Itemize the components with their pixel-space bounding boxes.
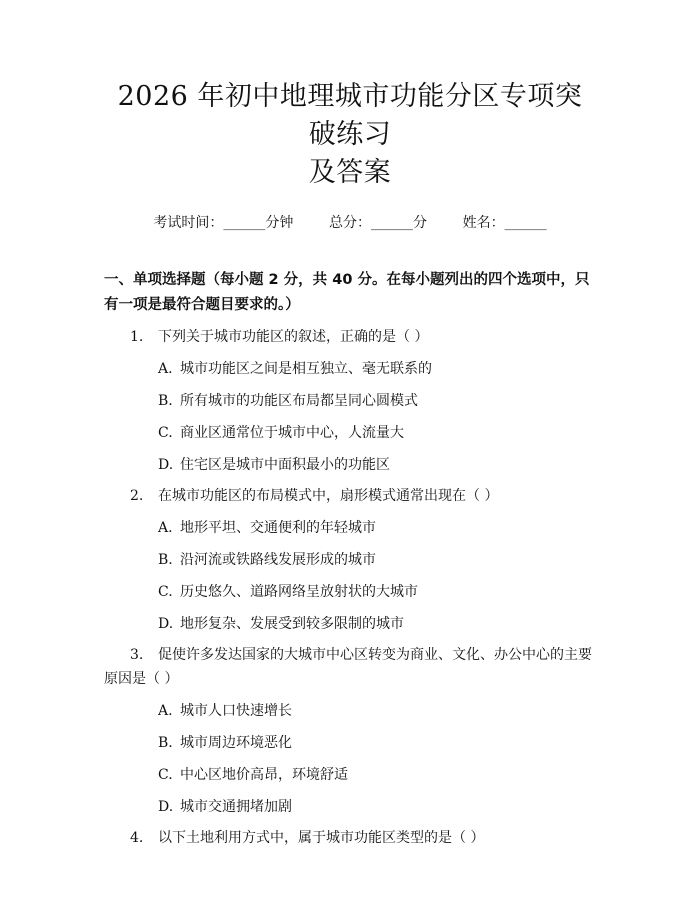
time-unit: 分钟 <box>265 215 294 231</box>
option-text: 沿河流或铁路线发展形成的城市 <box>180 552 376 568</box>
option-1d <box>104 453 596 477</box>
option-letter: B. <box>158 393 173 409</box>
option-text: 住宅区是城市中面积最小的功能区 <box>180 457 390 473</box>
question-2 <box>104 484 596 508</box>
question-1 <box>104 325 596 349</box>
option-3d <box>104 795 596 819</box>
option-letter: B. <box>158 735 173 751</box>
option-3c <box>104 763 596 787</box>
option-text: 城市人口快速增长 <box>180 703 292 719</box>
option-2d <box>104 612 596 636</box>
time-blank: ______ <box>223 215 266 231</box>
name-label: 姓名： <box>462 215 505 231</box>
option-letter: C. <box>158 425 173 441</box>
option-1c <box>104 421 596 445</box>
option-2a <box>104 516 596 540</box>
option-letter: A. <box>158 703 173 719</box>
section-heading: 一、单项选择题（每小题 2 分，共 40 分。在每小题列出的四个选项中，只有一项是最符合题目要求的。） <box>104 272 590 313</box>
question-number: 3. <box>130 647 144 663</box>
option-letter: C. <box>158 767 173 783</box>
option-letter: C. <box>158 584 173 600</box>
option-text: 城市功能区之间是相互独立、毫无联系的 <box>180 361 432 377</box>
score-unit: 分 <box>413 215 427 231</box>
option-text: 城市交通拥堵加剧 <box>180 799 292 815</box>
question-text: 以下土地利用方式中，属于城市功能区类型的是（ ） <box>158 830 485 846</box>
question-3 <box>104 643 596 691</box>
question-4 <box>104 826 596 850</box>
score-label: 总分： <box>329 215 371 231</box>
question-number: 1. <box>130 329 144 345</box>
option-text: 中心区地价高昂，环境舒适 <box>180 767 348 783</box>
title-line-2: 及答案 <box>308 157 392 188</box>
document-title <box>104 78 596 192</box>
option-3a <box>104 699 596 723</box>
option-text: 地形复杂、发展受到较多限制的城市 <box>180 616 404 632</box>
title-line-1: 2026 年初中地理城市功能分区专项突破练习 <box>117 81 583 150</box>
option-letter: B. <box>158 552 173 568</box>
exam-info-line <box>104 212 596 232</box>
option-letter: D. <box>158 799 174 815</box>
option-letter: A. <box>158 520 173 536</box>
option-letter: D. <box>158 616 174 632</box>
score-blank: ______ <box>371 215 413 231</box>
question-text: 下列关于城市功能区的叙述，正确的是（ ） <box>158 329 429 345</box>
question-number: 4. <box>130 830 144 846</box>
question-text: 在城市功能区的布局模式中，扇形模式通常出现在（ ） <box>158 488 499 504</box>
option-letter: A. <box>158 361 173 377</box>
option-2b <box>104 548 596 572</box>
option-text: 商业区通常位于城市中心，人流量大 <box>180 425 404 441</box>
name-blank: ______ <box>504 215 547 231</box>
option-text: 城市周边环境恶化 <box>180 735 292 751</box>
option-text: 地形平坦、交通便利的年轻城市 <box>180 520 376 536</box>
option-3b <box>104 731 596 755</box>
option-2c <box>104 580 596 604</box>
option-text: 历史悠久、道路网络呈放射状的大城市 <box>180 584 418 600</box>
question-text: 促使许多发达国家的大城市中心区转变为商业、文化、办公中心的主要原因是（ ） <box>104 647 592 687</box>
option-letter: D. <box>158 457 174 473</box>
option-text: 所有城市的功能区布局都呈同心圆模式 <box>180 393 418 409</box>
option-1a <box>104 357 596 381</box>
question-number: 2. <box>130 488 144 504</box>
option-1b <box>104 389 596 413</box>
time-label: 考试时间： <box>153 215 224 231</box>
